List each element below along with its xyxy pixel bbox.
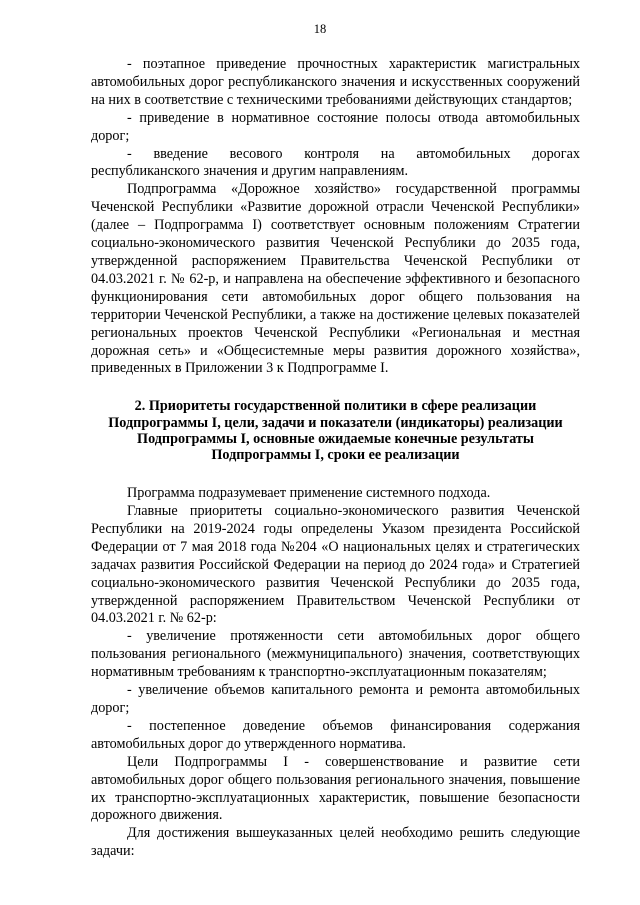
list-item: - поэтапное приведение прочностных характеристик магистральных автомобильных дорог республиканского значения и искусственных сооружений на них в соответствие с техническими требованиями действующих стандартов; bbox=[91, 56, 580, 108]
section-heading-line: Подпрограммы I, основные ожидаемые конечные результаты bbox=[137, 430, 534, 447]
section-heading bbox=[91, 398, 580, 463]
list-item: - увеличение объемов капитального ремонта и ремонта автомобильных дорог; bbox=[91, 682, 580, 716]
list-item: - увеличение протяженности сети автомобильных дорог общего пользования регионального (межмуниципального) значения, соответствующих нормативным требованиям к транспортно-эксплуатационным показателям; bbox=[91, 628, 580, 681]
section-heading-line: Подпрограммы I, сроки ее реализации bbox=[211, 446, 460, 463]
page-number: 18 bbox=[313, 22, 327, 36]
paragraph-priorities: Главные приоритеты социально-экономического развития Чеченской Республики на 2019-2024 годы определены Указом президента Российской Федерации от 7 мая 2018 года №204 «О национальных целях и стратегических задачах развития Российской Федерации на период до 2024 года» и Стратегией социально-экономического развития Чеченской Республики до 2035 года, утвержденной распоряжением Правительством Чеченской Республики от 04.03.2021 г. № 62-р: bbox=[91, 503, 580, 627]
section-heading-line: Подпрограммы I, цели, задачи и показатели (индикаторы) реализации bbox=[108, 414, 563, 431]
list-item: - приведение в нормативное состояние полосы отвода автомобильных дорог; bbox=[91, 109, 580, 144]
list-item: - введение весового контроля на автомобильных дорогах республиканского значения и другим направлениям. bbox=[91, 145, 580, 180]
paragraph-goals: Цели Подпрограммы I - совершенствование и развитие сети автомобильных дорог общего пользования регионального значения, повышение их транспортно-эксплуатационных характеристик, повышение безопасности дорожного движения. bbox=[91, 753, 580, 824]
paragraph-approach: Программа подразумевает применение системного подхода. bbox=[127, 485, 491, 502]
paragraph-tasks: Для достижения вышеуказанных целей необходимо решить следующие задачи: bbox=[91, 825, 580, 860]
section-heading-line: 2. Приоритеты государственной политики в сфере реализации bbox=[134, 398, 537, 415]
document-body bbox=[91, 56, 580, 861]
paragraph-subprogram: Подпрограмма «Дорожное хозяйство» государственной программы Чеченской Республики «Развитие дорожной отрасли Чеченской Республики» (далее – Подпрограмма I) соответствует основным положениям Стратегии социально-экономического развития Чеченской Республики до 2035 года, утвержденной распоряжением Правительства Чеченской Республики от 04.03.2021 г. № 62-р, и направлена на обеспечение эффективного и безопасного функционирования сети автомобильных дорог общего пользования на территории Чеченской Республики, а также на достижение целевых показателей региональных проектов Чеченской Республики «Региональная и местная дорожная сеть» и «Общесистемные меры развития дорожного хозяйства», приведенных в Приложении 3 к Подпрограмме I. bbox=[91, 181, 580, 377]
list-item: - постепенное доведение объемов финансирования содержания автомобильных дорог до утвержденного норматива. bbox=[91, 717, 580, 752]
